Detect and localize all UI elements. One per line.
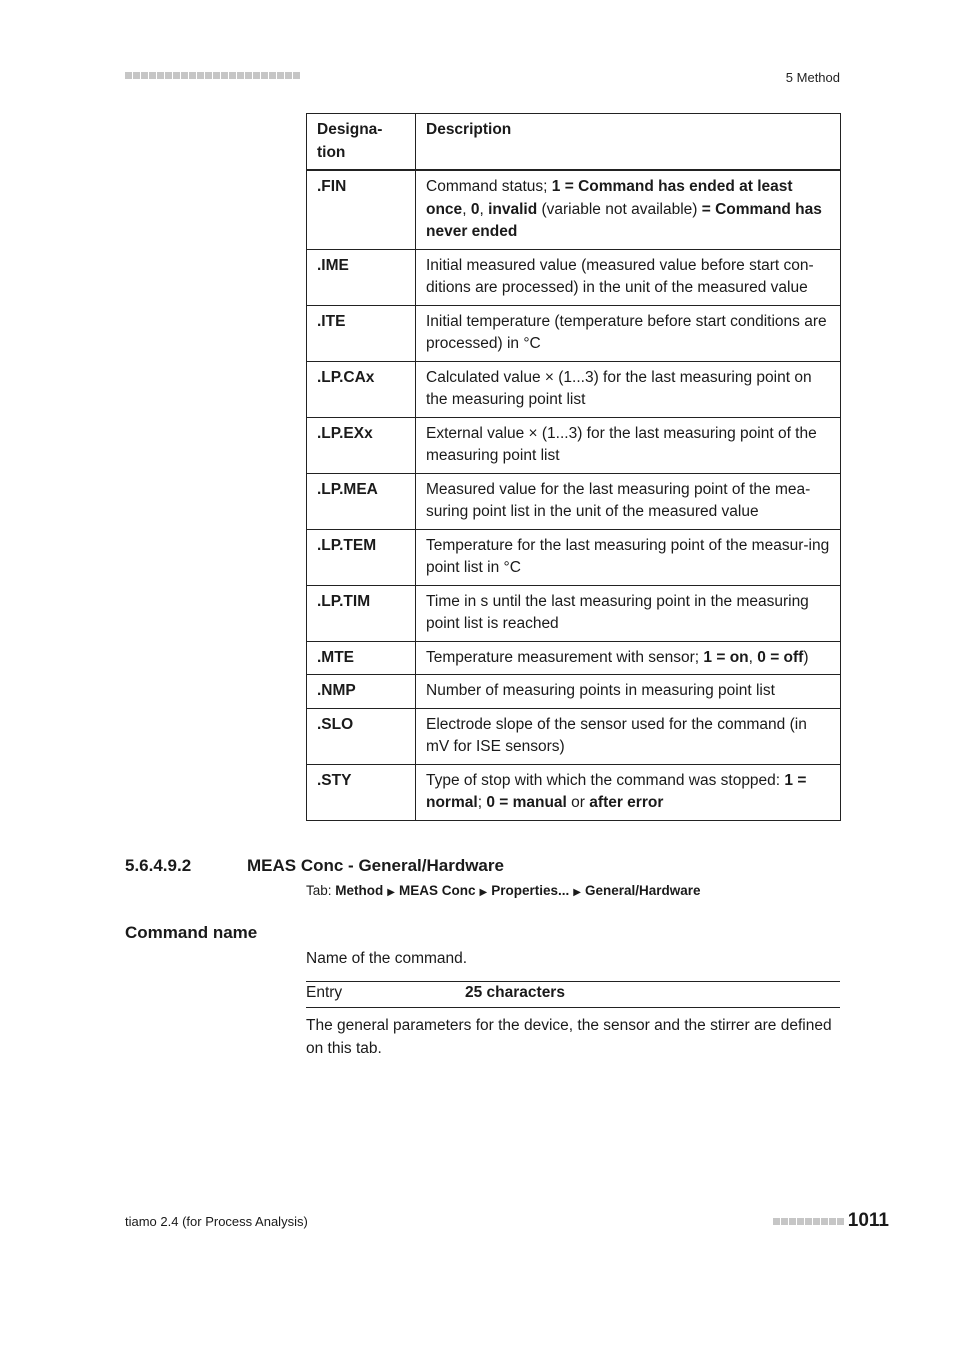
table-header-row (307, 114, 841, 171)
footer-product: tiamo 2.4 (for Process Analysis) (125, 1214, 308, 1229)
designation-description: Temperature measurement with sensor; 1 = on, 0 = off) (416, 641, 841, 675)
section-title: MEAS Conc - General/Hardware (247, 856, 504, 875)
header-chapter: 5 Method (785, 70, 840, 85)
tab-path-item: General/Hardware (584, 883, 701, 898)
command-name-description: Name of the command. (306, 950, 468, 967)
section-number: 5.6.4.9.2 (125, 856, 192, 875)
table-row (307, 417, 841, 473)
designation-code: .LP.EXx (307, 417, 416, 473)
entry-label: Entry (306, 984, 343, 1001)
command-name-heading: Command name (125, 923, 258, 942)
designation-code: .STY (307, 764, 416, 820)
col-designation-header: Designa- tion (307, 114, 416, 171)
page-number: 1011 (847, 1210, 889, 1231)
designation-description: Type of stop with which the command was stopped: 1 = normal; 0 = manual or after error (416, 764, 841, 820)
entry-value: 25 characters (465, 984, 565, 1001)
designation-code: .FIN (307, 170, 416, 249)
table-row (307, 529, 841, 585)
path-separator-icon: ▶ (387, 887, 395, 898)
designation-table (306, 113, 841, 821)
header-decoration (125, 72, 300, 80)
tab-path-item: Method (335, 883, 384, 898)
table-row (307, 473, 841, 529)
table-row (307, 764, 841, 820)
designation-code: .SLO (307, 708, 416, 764)
designation-code: .LP.CAx (307, 361, 416, 417)
table-row (307, 675, 841, 709)
table-row (307, 361, 841, 417)
table-row (307, 641, 841, 675)
tab-path: Tab: Method ▶ MEAS Conc ▶ Properties... ▶ General/Hardware (306, 883, 701, 898)
tab-path-item: Properties... (491, 883, 570, 898)
designation-description: Number of measuring points in measuring point list (416, 675, 841, 709)
footer-decoration (773, 1218, 844, 1225)
designation-code: .IME (307, 249, 416, 305)
tab-path-item: MEAS Conc (398, 883, 476, 898)
table-row (307, 249, 841, 305)
designation-code: .LP.MEA (307, 473, 416, 529)
designation-code: .ITE (307, 305, 416, 361)
path-separator-icon: ▶ (573, 887, 581, 898)
entry-row (306, 981, 840, 1008)
general-parameters-text: The general parameters for the device, the sensor and the stirrer are defined on this tab. (306, 1017, 832, 1057)
designation-description: Calculated value × (1...3) for the last measuring point on the measuring point list (416, 361, 841, 417)
designation-description: External value × (1...3) for the last measuring point of the measuring point list (416, 417, 841, 473)
table-row (307, 305, 841, 361)
table-row (307, 170, 841, 249)
designation-description: Electrode slope of the sensor used for the command (in mV for ISE sensors) (416, 708, 841, 764)
designation-code: .MTE (307, 641, 416, 675)
col-description-header: Description (416, 114, 841, 171)
designation-description: Initial temperature (temperature before start conditions are processed) in °C (416, 305, 841, 361)
designation-description: Command status; 1 = Command has ended at least once, 0, invalid (variable not available) = Command has never ended (416, 170, 841, 249)
designation-description: Time in s until the last measuring point in the measuring point list is reached (416, 585, 841, 641)
table-row (307, 585, 841, 641)
designation-code: .NMP (307, 675, 416, 709)
designation-code: .LP.TIM (307, 585, 416, 641)
path-separator-icon: ▶ (479, 887, 488, 898)
designation-description: Temperature for the last measuring point of the measur-ing point list in °C (416, 529, 841, 585)
designation-description: Measured value for the last measuring point of the mea-suring point list in the unit of the measured value (416, 473, 841, 529)
designation-code: .LP.TEM (307, 529, 416, 585)
designation-description: Initial measured value (measured value before start con-ditions are processed) in the unit of the measured value (416, 249, 841, 305)
table-row (307, 708, 841, 764)
